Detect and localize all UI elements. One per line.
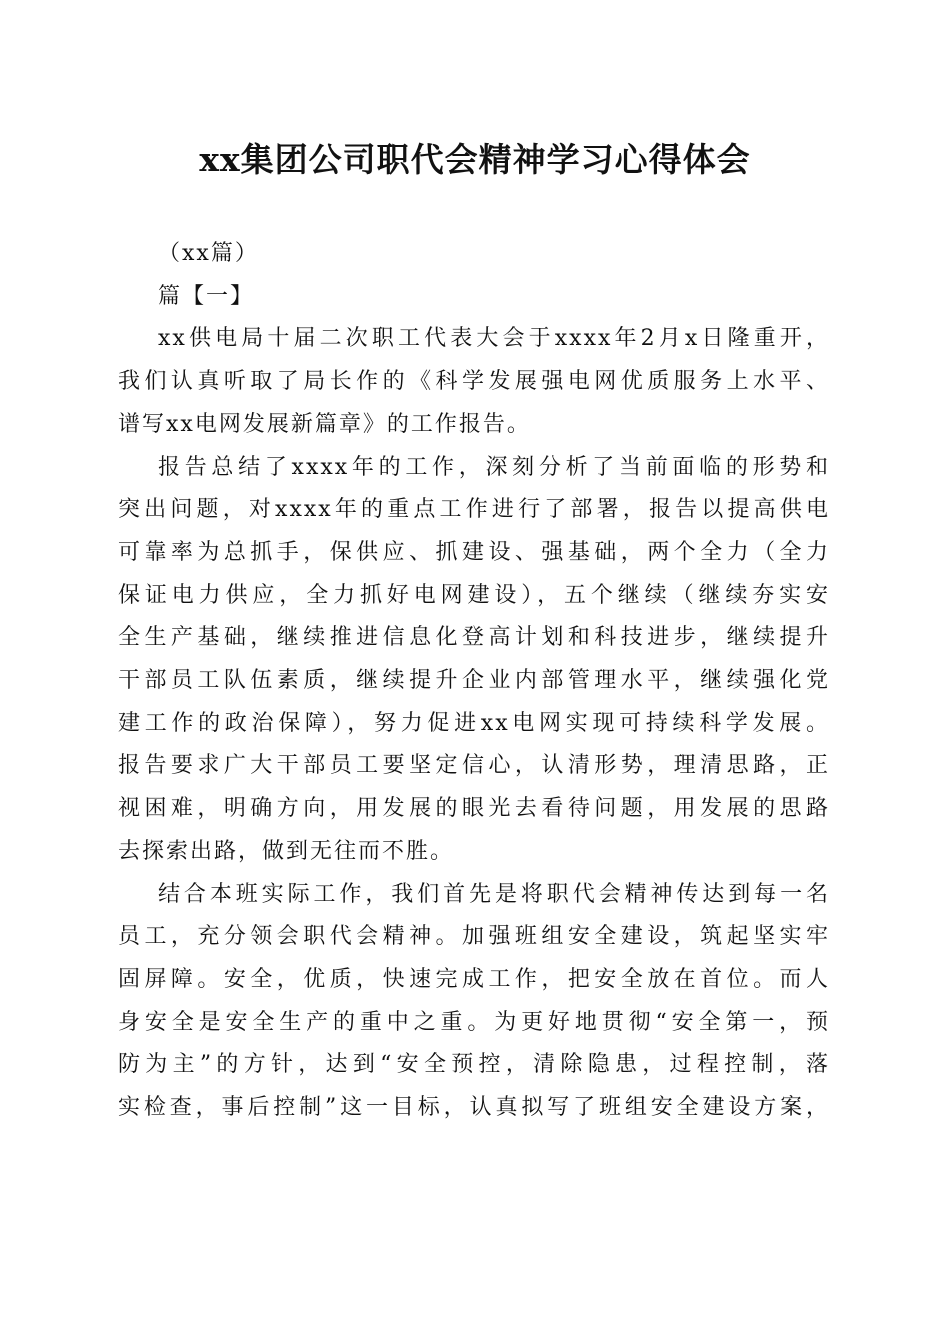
document-body — [118, 233, 830, 1130]
paragraph-line: 防为主”的方针，达到“安全预控，清除隐患，过程控制，落 — [118, 1052, 830, 1078]
paragraph-line: 可靠率为总抓手，保供应、抓建设、强基础，两个全力（全力 — [118, 539, 830, 565]
paragraph-line: 去探索出路，做到无往而不胜。 — [118, 838, 455, 864]
paragraph-line: xx供电局十届二次职工代表大会于xxxx年2月x日隆重开， — [158, 326, 830, 352]
paragraph-line: 实检查，事后控制”这一目标，认真拟写了班组安全建设方案， — [118, 1095, 830, 1121]
paragraph-line: 结合本班实际工作，我们首先是将职代会精神传达到每一名 — [158, 881, 830, 907]
document-title: xx集团公司职代会精神学习心得体会 — [199, 140, 751, 179]
paragraph-line: 员工，充分领会职代会精神。加强班组安全建设，筑起坚实牢 — [118, 924, 830, 950]
document-subtitle: （xx篇） — [158, 241, 259, 266]
paragraph-line: 干部员工队伍素质，继续提升企业内部管理水平，继续强化党 — [118, 668, 830, 694]
paragraph-line: 建工作的政治保障），努力促进xx电网实现可持续科学发展。 — [118, 710, 830, 736]
paragraph-line: 视困难，明确方向，用发展的眼光去看待问题，用发展的思路 — [118, 796, 830, 822]
paragraph-line: 突出问题，对xxxx年的重点工作进行了部署，报告以提高供电 — [118, 497, 830, 523]
paragraph-3 — [118, 874, 830, 1130]
paragraph-line: 报告要求广大干部员工要坚定信心，认清形势，理清思路，正 — [118, 753, 830, 779]
paragraph-line: 我们认真听取了局长作的《科学发展强电网优质服务上水平、 — [118, 369, 830, 395]
paragraph-line: 全生产基础，继续推进信息化登高计划和科技进步，继续提升 — [118, 625, 830, 651]
paragraph-2 — [118, 447, 830, 874]
section-heading: 篇【一】 — [158, 283, 255, 309]
paragraph-line: 保证电力供应，全力抓好电网建设），五个继续（继续夯实安 — [118, 582, 830, 608]
paragraph-line: 固屏障。安全，优质，快速完成工作，把安全放在首位。而人 — [118, 966, 830, 992]
paragraph-line: 身安全是安全生产的重中之重。为更好地贯彻“安全第一，预 — [118, 1009, 830, 1035]
paragraph-1 — [118, 318, 830, 446]
paragraph-line: 谱写xx电网发展新篇章》的工作报告。 — [118, 411, 531, 437]
paragraph-line: 报告总结了xxxx年的工作，深刻分析了当前面临的形势和 — [158, 454, 830, 480]
